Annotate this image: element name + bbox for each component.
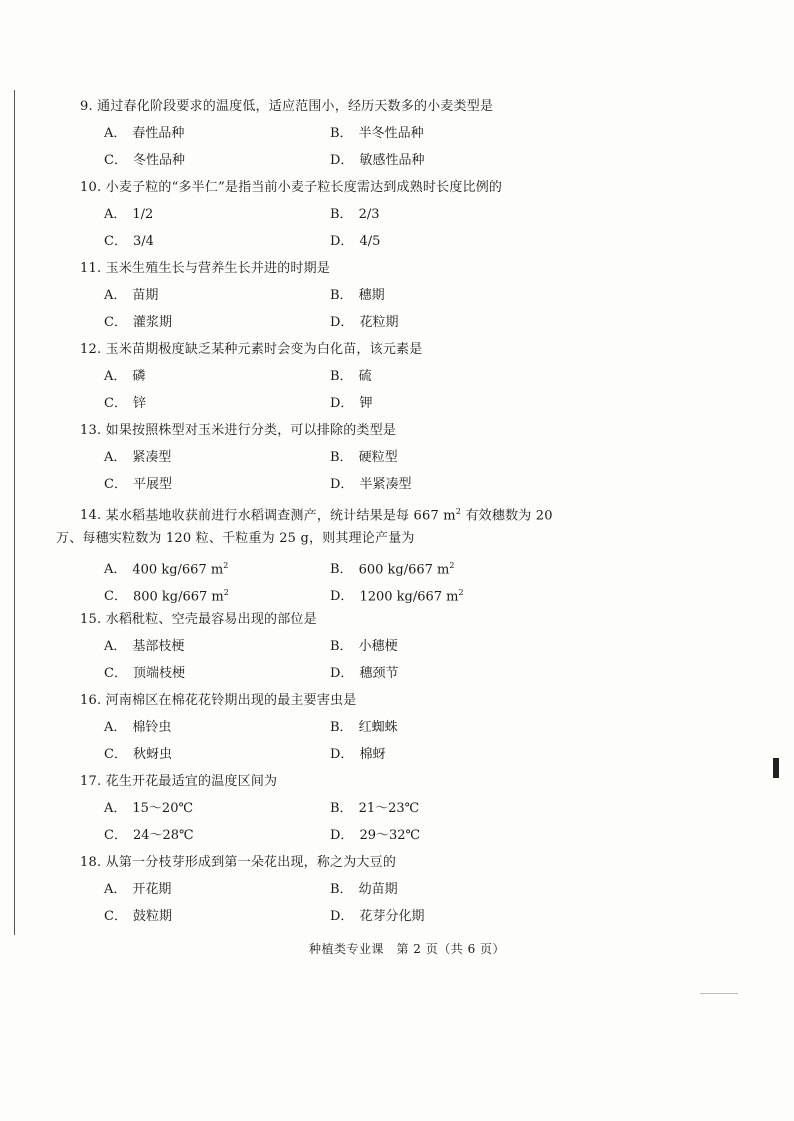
option-b (330, 876, 398, 903)
question-stem (0, 768, 794, 795)
question-stem (0, 417, 794, 444)
question-14 (0, 498, 794, 606)
option-d (330, 309, 398, 336)
option-text: 紧凑型 (132, 450, 172, 465)
option-letter: D． (330, 315, 354, 330)
question-10 (0, 174, 794, 255)
option-c (104, 822, 194, 849)
option-text: 敏感性品种 (359, 153, 425, 168)
option-text: 穗期 (358, 288, 385, 303)
question-text: 通过春化阶段要求的温度低，适应范围小，经历天数多的小麦类型是 (97, 99, 494, 114)
question-number: 10. (80, 180, 102, 195)
option-a (104, 876, 171, 903)
option-text: 1/2 (132, 207, 154, 222)
option-d (330, 471, 411, 498)
question-number: 14. (80, 508, 102, 524)
option-text: 3/4 (132, 234, 154, 249)
option-c (104, 741, 172, 768)
option-row (0, 282, 794, 309)
question-text: 玉米生殖生长与营养生长并进的时期是 (105, 261, 331, 276)
superscript: 2 (223, 588, 229, 597)
option-text: 15～20℃ (132, 801, 194, 816)
option-letter: C． (104, 315, 127, 330)
option-row (0, 876, 794, 903)
question-12 (0, 336, 794, 417)
option-letter: B． (330, 207, 353, 222)
question-text: 玉米苗期极度缺乏某种元素时会变为白化苗，该元素是 (105, 342, 423, 357)
option-b (330, 633, 398, 660)
option-c (104, 579, 229, 610)
option-text: 24～28℃ (132, 828, 194, 843)
question-15 (0, 606, 794, 687)
option-letter: A． (104, 801, 127, 816)
option-b (330, 363, 372, 390)
option-c (104, 309, 172, 336)
option-letter: A． (104, 450, 127, 465)
option-d (330, 390, 372, 417)
option-letter: D． (330, 477, 354, 492)
option-letter: A． (104, 639, 127, 654)
option-letter: B． (330, 369, 353, 384)
option-text: 钾 (359, 396, 373, 411)
option-letter: C． (104, 477, 127, 492)
option-row (0, 714, 794, 741)
option-a (104, 795, 193, 822)
option-text: 开花期 (132, 882, 172, 897)
option-letter: C． (104, 153, 127, 168)
option-text: 鼓粒期 (132, 909, 172, 924)
option-letter: A． (104, 126, 127, 141)
option-row (0, 147, 794, 174)
option-letter: D． (330, 589, 354, 605)
option-text: 800 kg/667 m (132, 589, 224, 605)
option-c (104, 471, 172, 498)
question-16 (0, 687, 794, 768)
option-text: 红蜘蛛 (358, 720, 398, 735)
question-number: 18. (80, 855, 102, 870)
option-row (0, 795, 794, 822)
option-row (0, 903, 794, 930)
option-a (104, 282, 158, 309)
option-letter: D． (330, 666, 354, 681)
option-row (0, 822, 794, 849)
option-text: 半紧凑型 (359, 477, 412, 492)
option-letter: D． (330, 909, 354, 924)
option-row (0, 579, 794, 606)
option-d (330, 822, 420, 849)
option-text: 硬粒型 (358, 450, 398, 465)
option-letter: B． (330, 126, 353, 141)
option-text: 基部枝梗 (132, 639, 185, 654)
option-letter: C． (104, 828, 127, 843)
option-d (330, 903, 424, 930)
question-9 (0, 93, 794, 174)
option-a (104, 201, 153, 228)
option-text: 2/3 (358, 207, 380, 222)
option-text: 秋蚜虫 (132, 747, 172, 762)
option-row (0, 120, 794, 147)
option-letter: D． (330, 153, 354, 168)
question-text: 花生开花最适宜的温度区间为 (105, 774, 278, 789)
option-text: 600 kg/667 m (358, 562, 450, 578)
option-b (330, 201, 379, 228)
question-text-cont: 有效穗数为 20 (461, 508, 553, 524)
question-stem (0, 687, 794, 714)
question-17 (0, 768, 794, 849)
option-letter: C． (104, 909, 127, 924)
option-text: 400 kg/667 m (132, 562, 224, 578)
option-text: 花芽分化期 (359, 909, 425, 924)
question-number: 13. (80, 423, 102, 438)
question-number: 9. (80, 99, 93, 114)
option-d (330, 579, 464, 610)
page-footer: 种植类专业课 第 2 页（共 6 页） (308, 942, 506, 956)
option-b (330, 444, 398, 471)
option-text: 小穗梗 (358, 639, 398, 654)
option-text: 花粒期 (359, 315, 399, 330)
option-letter: B． (330, 720, 353, 735)
question-text: 河南棉区在棉花花铃期出现的最主要害虫是 (105, 693, 357, 708)
option-row (0, 390, 794, 417)
option-letter: B． (330, 288, 353, 303)
option-a (104, 714, 171, 741)
superscript: 2 (458, 588, 464, 597)
option-text: 锌 (132, 396, 146, 411)
option-row (0, 471, 794, 498)
question-stem (0, 336, 794, 363)
question-text: 某水稻基地收获前进行水稻调查测产，统计结果是每 667 m (105, 508, 456, 524)
question-text: 如果按照株型对玉米进行分类，可以排除的类型是 (105, 423, 397, 438)
option-letter: C． (104, 666, 127, 681)
option-letter: D． (330, 234, 354, 249)
superscript: 2 (455, 507, 462, 516)
option-a (104, 444, 171, 471)
option-text: 29～32℃ (359, 828, 421, 843)
option-letter: A． (104, 720, 127, 735)
option-text: 21～23℃ (358, 801, 420, 816)
option-text: 顶端枝梗 (132, 666, 185, 681)
option-letter: B． (330, 562, 353, 578)
option-b (330, 282, 385, 309)
option-row (0, 633, 794, 660)
option-letter: C． (104, 747, 127, 762)
question-stem (0, 498, 794, 525)
question-text: 从第一分枝芽形成到第一朵花出现，称之为大豆的 (105, 855, 397, 870)
question-number: 11. (80, 261, 102, 276)
question-stem-continued: 万、每穗实粒数为 120 粒、千粒重为 25 g，则其理论产量为 (56, 531, 415, 546)
option-c (104, 390, 146, 417)
option-a (104, 120, 184, 147)
option-letter: C． (104, 589, 127, 605)
option-row (0, 201, 794, 228)
question-13 (0, 417, 794, 498)
question-number: 12. (80, 342, 102, 357)
superscript: 2 (449, 561, 455, 570)
option-text: 幼苗期 (358, 882, 398, 897)
question-text: 水稻秕粒、空壳最容易出现的部位是 (105, 612, 317, 627)
option-letter: D． (330, 396, 354, 411)
option-letter: A． (104, 562, 127, 578)
question-stem (0, 174, 794, 201)
option-letter: C． (104, 396, 127, 411)
option-letter: D． (330, 828, 354, 843)
option-text: 穗颈节 (359, 666, 399, 681)
option-letter: B． (330, 639, 353, 654)
option-letter: A． (104, 369, 127, 384)
option-text: 硫 (358, 369, 372, 384)
question-number: 15. (80, 612, 102, 627)
option-text: 棉蚜 (359, 747, 386, 762)
option-row (0, 444, 794, 471)
option-row (0, 309, 794, 336)
option-row (0, 552, 794, 579)
option-a (104, 363, 145, 390)
option-text: 棉铃虫 (132, 720, 172, 735)
option-row (0, 228, 794, 255)
question-list (0, 93, 794, 930)
option-c (104, 903, 172, 930)
question-18 (0, 849, 794, 930)
option-text: 磷 (132, 369, 146, 384)
question-stem (0, 849, 794, 876)
option-c (104, 660, 185, 687)
option-text: 1200 kg/667 m (359, 589, 459, 605)
option-row (0, 660, 794, 687)
option-letter: D． (330, 747, 354, 762)
option-a (104, 633, 184, 660)
option-text: 平展型 (132, 477, 172, 492)
option-d (330, 228, 380, 255)
question-stem (0, 255, 794, 282)
option-text: 半冬性品种 (358, 126, 424, 141)
option-text: 春性品种 (132, 126, 185, 141)
question-number: 16. (80, 693, 102, 708)
option-letter: C． (104, 234, 127, 249)
option-text: 灌浆期 (132, 315, 172, 330)
question-stem (0, 93, 794, 120)
option-b (330, 795, 419, 822)
question-11 (0, 255, 794, 336)
option-letter: A． (104, 207, 127, 222)
option-row (0, 363, 794, 390)
superscript: 2 (223, 561, 229, 570)
option-d (330, 660, 398, 687)
option-letter: A． (104, 288, 127, 303)
option-text: 苗期 (132, 288, 159, 303)
question-text: 小麦子粒的“多半仁”是指当前小麦子粒长度需达到成熟时长度比例的 (105, 180, 503, 195)
option-d (330, 741, 385, 768)
option-b (330, 120, 424, 147)
option-text: 冬性品种 (132, 153, 185, 168)
option-letter: B． (330, 450, 353, 465)
scan-dash-mark (700, 993, 738, 994)
option-letter: B． (330, 801, 353, 816)
option-letter: A． (104, 882, 127, 897)
option-letter: B． (330, 882, 353, 897)
option-b (330, 714, 398, 741)
option-text: 4/5 (359, 234, 381, 249)
option-row (0, 741, 794, 768)
question-number: 17. (80, 774, 102, 789)
option-c (104, 228, 154, 255)
option-d (330, 147, 424, 174)
option-c (104, 147, 185, 174)
